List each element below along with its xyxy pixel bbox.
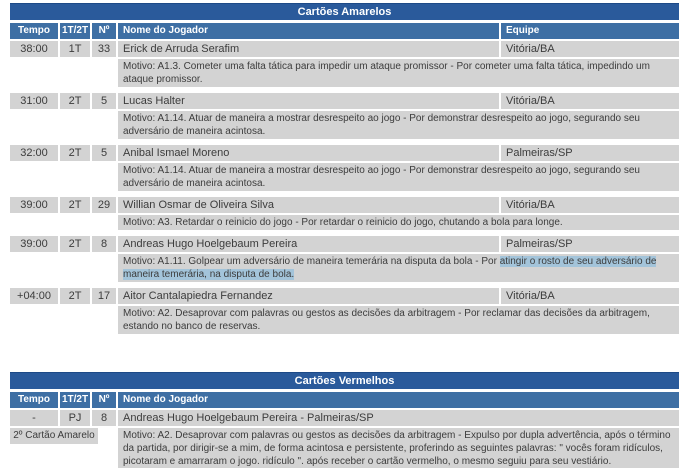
motivo-cell: Motivo: A2. Desaprovar com palavras ou gestos as decisões da arbitragem - Expulso por dupla advertência, após o término da partida, por dirigir-se a mim, de forma acintosa e persistente, proferindo as seguintes palavras: " vocês foram ridículos, picotaram e amarraram o jogo. ridículo ". após receber o cartão vermelho, o mesmo seguiu para seu vestiário. [118, 428, 679, 468]
motivo-row [10, 111, 679, 139]
card-row [10, 197, 679, 213]
col-header-player-name: Nome do Jogador [118, 392, 679, 408]
motivo-row [10, 306, 679, 334]
half-cell: PJ [60, 410, 90, 426]
motivo-row [10, 428, 679, 468]
player-name-cell: Anibal Ismael Moreno [118, 145, 499, 161]
tempo-cell: 32:00 [10, 145, 58, 161]
col-header-tempo: Tempo [10, 23, 58, 39]
motivo-cell: Motivo: A1.3. Cometer uma falta tática para impedir um ataque promissor - Por cometer uma falta tática, impedindo um ataque promissor. [118, 59, 679, 87]
number-cell: 17 [92, 288, 116, 304]
text-selection-highlight: atingir o rosto de seu adversário de maneira temerária, na disputa de bola. [123, 256, 657, 280]
motivo-cell: Motivo: A2. Desaprovar com palavras ou gestos as decisões da arbitragem - Por reclamar das decisões da arbitragem, estando no banco de reservas. [118, 306, 679, 334]
motivo-cell: Motivo: A1.14. Atuar de maneira a mostrar desrespeito ao jogo - Por demonstrar desrespeito ao jogo, segurando seu adversário de maneira acintosa. [118, 111, 679, 139]
col-header-half: 1T/2T [60, 23, 90, 39]
motivo-row [10, 215, 679, 230]
half-cell: 2T [60, 145, 90, 161]
team-cell: Vitória/BA [501, 288, 679, 304]
card-entry [10, 410, 679, 468]
team-cell: Vitória/BA [501, 197, 679, 213]
motivo-cell: Motivo: A3. Retardar o reinicio do jogo - Por retardar o reinicio do jogo, chutando a bola para longe. [118, 215, 679, 230]
card-entry [10, 93, 679, 139]
col-header-tempo: Tempo [10, 392, 58, 408]
tempo-cell: 31:00 [10, 93, 58, 109]
card-entry [10, 288, 679, 334]
tempo-cell: 39:00 [10, 197, 58, 213]
card-row [10, 145, 679, 161]
number-cell: 33 [92, 41, 116, 57]
card-row [10, 288, 679, 304]
player-name-cell: Erick de Arruda Serafim [118, 41, 499, 57]
col-header-player-name: Nome do Jogador [118, 23, 499, 39]
card-entry [10, 41, 679, 87]
col-header-number: Nº [92, 23, 116, 39]
half-cell: 2T [60, 93, 90, 109]
card-row [10, 236, 679, 252]
player-name-cell: Andreas Hugo Hoelgebaum Pereira - Palmeiras/SP [118, 410, 679, 426]
yellow-cards-title: Cartões Amarelos [10, 3, 679, 20]
tempo-cell: 39:00 [10, 236, 58, 252]
yellow-cards-header-row [10, 23, 679, 39]
col-header-team: Equipe [501, 23, 679, 39]
tempo-cell: +04:00 [10, 288, 58, 304]
motivo-text: Motivo: A1.11. Golpear um adversário de maneira temerária na disputa da bola - Por [123, 256, 500, 267]
number-cell: 29 [92, 197, 116, 213]
second-yellow-note-cell: 2º Cartão Amarelo [10, 428, 98, 444]
team-cell: Vitória/BA [501, 41, 679, 57]
card-row [10, 93, 679, 109]
card-entry [10, 197, 679, 230]
number-cell: 8 [92, 410, 116, 426]
card-entry [10, 145, 679, 191]
half-cell: 2T [60, 288, 90, 304]
col-header-half: 1T/2T [60, 392, 90, 408]
tempo-cell: - [10, 410, 58, 426]
team-cell: Vitória/BA [501, 93, 679, 109]
red-cards-title: Cartões Vermelhos [10, 372, 679, 389]
player-name-cell: Andreas Hugo Hoelgebaum Pereira [118, 236, 499, 252]
red-cards-header-row [10, 392, 679, 408]
number-cell: 8 [92, 236, 116, 252]
card-entry [10, 236, 679, 282]
col-header-number: Nº [92, 392, 116, 408]
team-cell: Palmeiras/SP [501, 145, 679, 161]
half-cell: 1T [60, 41, 90, 57]
card-row [10, 41, 679, 57]
number-cell: 5 [92, 93, 116, 109]
number-cell: 5 [92, 145, 116, 161]
motivo-cell: Motivo: A1.14. Atuar de maneira a mostrar desrespeito ao jogo - Por demonstrar desrespeito ao jogo, segurando seu adversário de maneira acintosa. [118, 163, 679, 191]
player-name-cell: Aitor Cantalapiedra Fernandez [118, 288, 499, 304]
red-cards-table [10, 372, 679, 468]
half-cell: 2T [60, 236, 90, 252]
half-cell: 2T [60, 197, 90, 213]
motivo-cell [118, 254, 679, 282]
motivo-row [10, 254, 679, 282]
team-cell: Palmeiras/SP [501, 236, 679, 252]
motivo-row [10, 163, 679, 191]
player-name-cell: Willian Osmar de Oliveira Silva [118, 197, 499, 213]
player-name-cell: Lucas Halter [118, 93, 499, 109]
tempo-cell: 38:00 [10, 41, 58, 57]
motivo-row [10, 59, 679, 87]
yellow-cards-table [10, 3, 679, 340]
card-row [10, 410, 679, 426]
